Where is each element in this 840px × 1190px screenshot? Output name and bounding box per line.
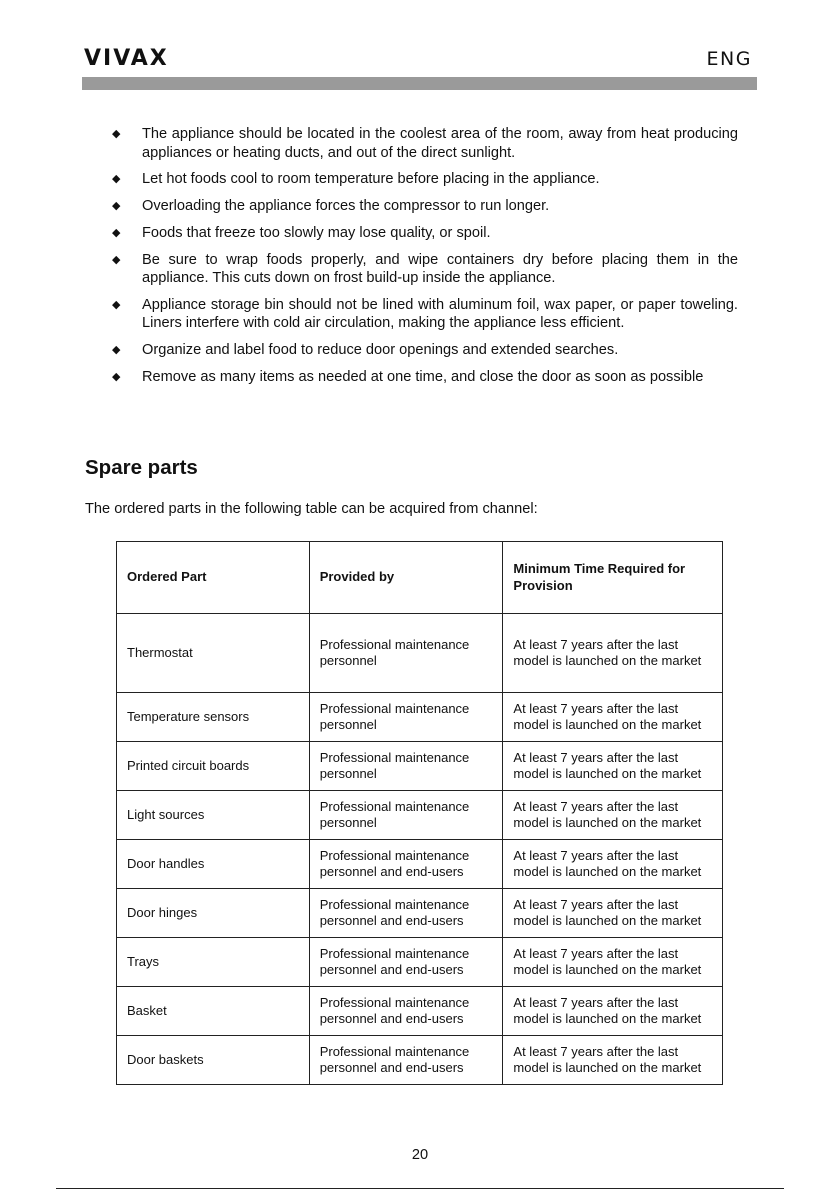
provided-by-cell: Professional maintenance personnel — [309, 742, 503, 791]
provided-by-cell: Professional maintenance personnel — [309, 614, 503, 693]
ordered-part-cell: Temperature sensors — [117, 693, 310, 742]
tip-text: Organize and label food to reduce door openings and extended searches. — [142, 342, 619, 359]
table-row — [117, 791, 723, 840]
header-bar — [82, 77, 757, 90]
list-item — [110, 197, 738, 216]
minimum-time-cell: At least 7 years after the last model is launched on the market — [503, 889, 723, 938]
provided-by-cell: Professional maintenance personnel and end-users — [309, 889, 503, 938]
tip-text: Overloading the appliance forces the compressor to run longer. — [142, 198, 550, 215]
brand-logo: VIVAX — [84, 46, 169, 71]
column-header: Minimum Time Required for Provision — [503, 542, 723, 614]
table-row — [117, 693, 723, 742]
list-item — [110, 368, 738, 387]
column-header: Ordered Part — [117, 542, 310, 614]
table-header-row — [117, 542, 723, 614]
footer-divider — [56, 1188, 784, 1189]
list-item — [110, 296, 738, 333]
diamond-bullet-icon: ◆ — [112, 226, 121, 239]
table-row — [117, 889, 723, 938]
tip-text: Appliance storage bin should not be lined with aluminum foil, wax paper, or paper toweling. Liners interfere with cold air circulation, making the appliance less efficient. — [142, 296, 738, 332]
diamond-bullet-icon: ◆ — [112, 371, 121, 384]
table-row — [117, 840, 723, 889]
tip-text: Let hot foods cool to room temperature before placing in the appliance. — [142, 171, 600, 188]
diamond-bullet-icon: ◆ — [112, 128, 121, 140]
tip-text: The appliance should be located in the coolest area of the room, away from heat producing appliances or heating ducts, and out of the direct sunlight. — [142, 126, 738, 161]
table-row — [117, 938, 723, 987]
tip-text: Remove as many items as needed at one time, and close the door as soon as possible — [142, 369, 704, 386]
column-header: Provided by — [309, 542, 503, 614]
table-row — [117, 742, 723, 791]
diamond-bullet-icon: ◆ — [112, 344, 121, 357]
section-intro: The ordered parts in the following table can be acquired from channel: — [85, 501, 538, 517]
list-item — [110, 251, 738, 288]
diamond-bullet-icon: ◆ — [112, 298, 121, 311]
provided-by-cell: Professional maintenance personnel and end-users — [309, 840, 503, 889]
list-item — [110, 341, 738, 360]
table-row — [117, 987, 723, 1036]
ordered-part-cell: Thermostat — [117, 614, 310, 693]
diamond-bullet-icon: ◆ — [112, 173, 121, 186]
list-item — [110, 125, 738, 162]
tips-list — [110, 125, 738, 395]
language-label: ENG — [706, 48, 752, 70]
ordered-part-cell: Door handles — [117, 840, 310, 889]
page-number: 20 — [411, 1147, 429, 1163]
minimum-time-cell: At least 7 years after the last model is launched on the market — [503, 742, 723, 791]
tip-text: Be sure to wrap foods properly, and wipe containers dry before placing them in the appliance. This cuts down on frost build-up inside the appliance. — [142, 251, 738, 287]
ordered-part-cell: Light sources — [117, 791, 310, 840]
table-row — [117, 1036, 723, 1085]
list-item — [110, 170, 738, 189]
table-row — [117, 614, 723, 693]
provided-by-cell: Professional maintenance personnel — [309, 693, 503, 742]
ordered-part-cell: Basket — [117, 987, 310, 1036]
provided-by-cell: Professional maintenance personnel and end-users — [309, 938, 503, 987]
ordered-part-cell: Printed circuit boards — [117, 742, 310, 791]
diamond-bullet-icon: ◆ — [112, 200, 121, 213]
provided-by-cell: Professional maintenance personnel and end-users — [309, 987, 503, 1036]
ordered-part-cell: Door hinges — [117, 889, 310, 938]
provided-by-cell: Professional maintenance personnel and end-users — [309, 1036, 503, 1085]
minimum-time-cell: At least 7 years after the last model is launched on the market — [503, 1036, 723, 1085]
ordered-part-cell: Trays — [117, 938, 310, 987]
list-item — [110, 224, 738, 243]
tip-text: Foods that freeze too slowly may lose quality, or spoil. — [142, 224, 491, 241]
ordered-part-cell: Door baskets — [117, 1036, 310, 1085]
minimum-time-cell: At least 7 years after the last model is launched on the market — [503, 840, 723, 889]
minimum-time-cell: At least 7 years after the last model is launched on the market — [503, 987, 723, 1036]
provided-by-cell: Professional maintenance personnel — [309, 791, 503, 840]
minimum-time-cell: At least 7 years after the last model is launched on the market — [503, 791, 723, 840]
section-title: Spare parts — [85, 456, 198, 479]
diamond-bullet-icon: ◆ — [112, 253, 121, 266]
minimum-time-cell: At least 7 years after the last model is launched on the market — [503, 614, 723, 693]
spare-parts-table — [116, 541, 723, 1085]
minimum-time-cell: At least 7 years after the last model is launched on the market — [503, 693, 723, 742]
minimum-time-cell: At least 7 years after the last model is launched on the market — [503, 938, 723, 987]
